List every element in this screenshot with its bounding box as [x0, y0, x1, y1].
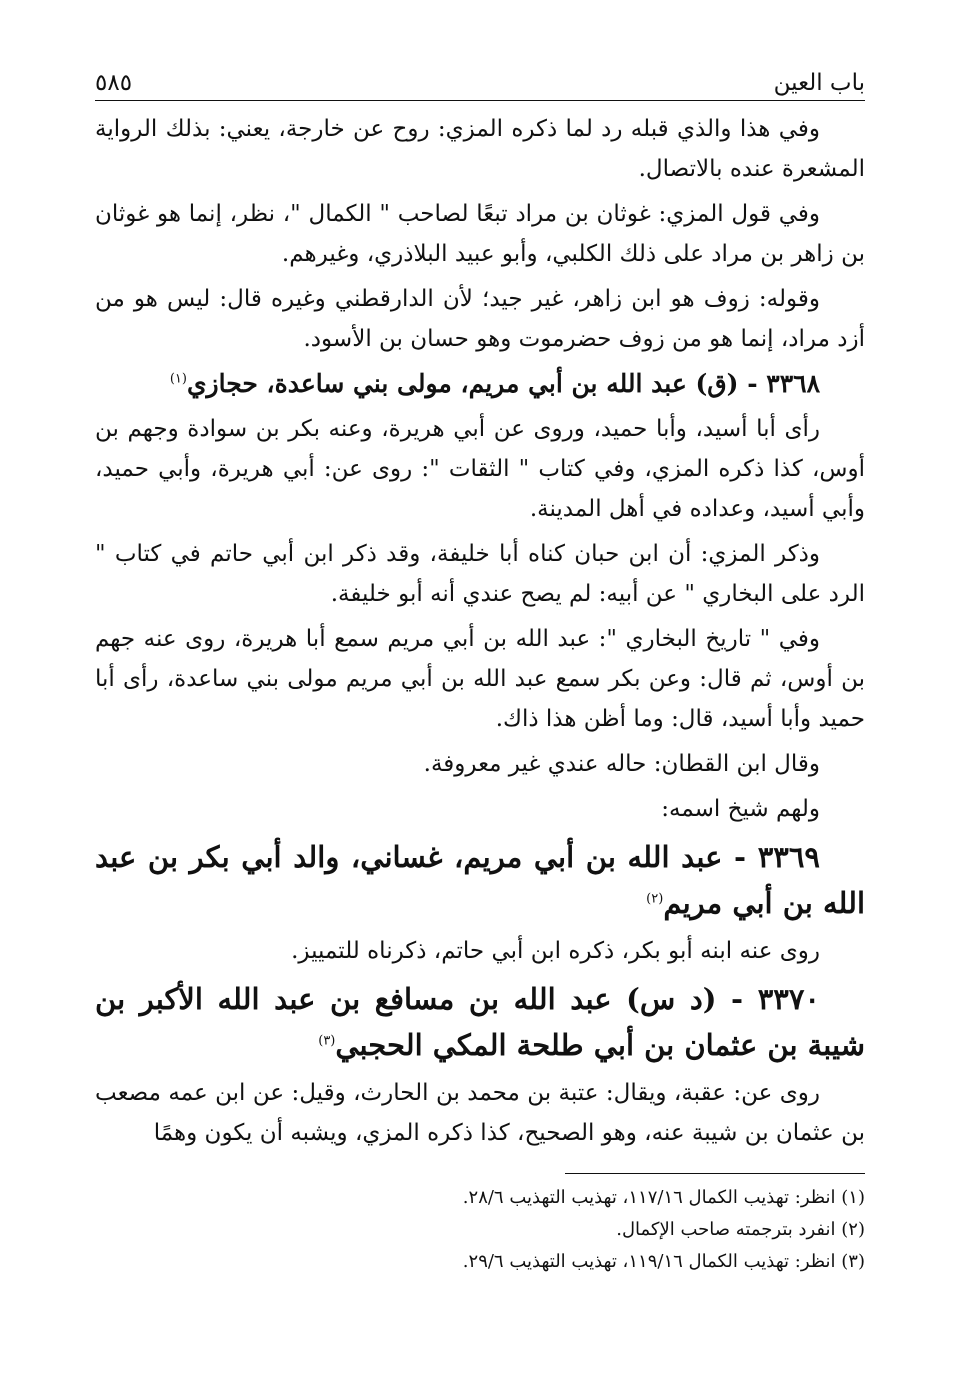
paragraph: وذكر المزي: أن ابن حبان كناه أبا خليفة، وقد ذكر ابن أبي حاتم في كتاب " الرد على البخاري " عن أبيه: لم يصح عندي أنه أبو خليفة. — [95, 541, 865, 607]
footnote: (١) انظر: تهذيب الكمال ١١٧/١٦، تهذيب التهذيب ٢٨/٦. — [462, 1187, 865, 1208]
paragraph: ولهم شيخ اسمه: — [661, 796, 820, 822]
paragraph: وقوله: زوف هو ابن زاهر، غير جيد؛ لأن الدارقطني وغيره قال: ليس هو من أزد مراد، إنما هو من زوف حضرموت وهو حسان بن الأسود. — [95, 286, 865, 352]
footnote: (٢) انفرد بترجمته صاحب الإكمال. — [616, 1219, 865, 1240]
entry-heading-3368 — [95, 364, 865, 404]
paragraph: روى عنه ابنه أبو بكر، ذكره ابن أبي حاتم، ذكرناه للتمييز. — [291, 938, 820, 964]
footnote-ref: (١) — [169, 371, 187, 387]
entry-heading-3370 — [95, 976, 865, 1068]
paragraph: روى عن: عقبة، ويقال: عتبة بن محمد بن الحارث، وقيل: عن ابن عمه مصعب بن عثمان بن شيبة عنه، وهو الصحيح، كذا ذكره المزي، ويشبه أن يكون وهمًا — [95, 1080, 865, 1146]
paragraph: وقال ابن القطان: حاله عندي غير معروفة. — [423, 751, 820, 777]
footnote-ref: (٣) — [318, 1033, 336, 1049]
entry-title: ٣٣٧٠ - (د س) عبد الله بن مسافع بن عبد الله الأكبر بن شيبة بن عثمان بن أبي طلحة المكي الحجبي — [95, 982, 865, 1062]
entry-title: ٣٣٦٩ - عبد الله بن أبي مريم، غساني، والد أبي بكر بن عبد الله بن أبي مريم — [95, 840, 865, 920]
header-rule — [95, 100, 865, 101]
page-number: ٥٨٥ — [95, 70, 133, 96]
body-text — [95, 109, 865, 1153]
footnote-ref: (٢) — [646, 891, 664, 907]
footnote-rule — [565, 1173, 865, 1174]
paragraph: وفي هذا والذي قبله رد لما ذكره المزي: روح عن خارجة، يعني: بذلك الرواية المشعرة عنده بالاتصال. — [95, 116, 865, 182]
paragraph: وفي " تاريخ البخاري ": عبد الله بن أبي مريم سمع أبا هريرة، روى عنه جهم بن أوس، ثم قال: وعن بكر سمع عبد الله بن أبي مريم مولى بني ساعدة، رأى أبا حميد وأبا أسيد، قال: وما أظن هذا ذاك. — [95, 626, 865, 732]
running-header — [95, 62, 865, 100]
footnote: (٣) انظر: تهذيب الكمال ١١٩/١٦، تهذيب التهذيب ٢٩/٦. — [462, 1251, 865, 1272]
entry-title: ٣٣٦٨ - (ق) عبد الله بن أبي مريم، مولى بني ساعدة، حجازي — [186, 369, 820, 398]
book-page — [95, 62, 865, 1278]
footnotes — [95, 1182, 865, 1278]
chapter-title: باب العين — [773, 70, 865, 96]
entry-heading-3369 — [95, 834, 865, 926]
paragraph: رأى أبا أسيد، وأبا حميد، وروى عن أبي هريرة، وعنه بكر بن سوادة وجهم بن أوس، كذا ذكره المزي، وفي كتاب " الثقات ": روى عن: أبي هريرة، وأبي حميد، وأبي أسيد، وعداده في أهل المدينة. — [95, 416, 865, 522]
paragraph: وفي قول المزي: غوثان بن مراد تبعًا لصاحب " الكمال "، نظر، إنما هو غوثان بن زاهر بن مراد على ذلك الكلبي، وأبو عبيد البلاذري، وغيرهم. — [95, 201, 865, 267]
